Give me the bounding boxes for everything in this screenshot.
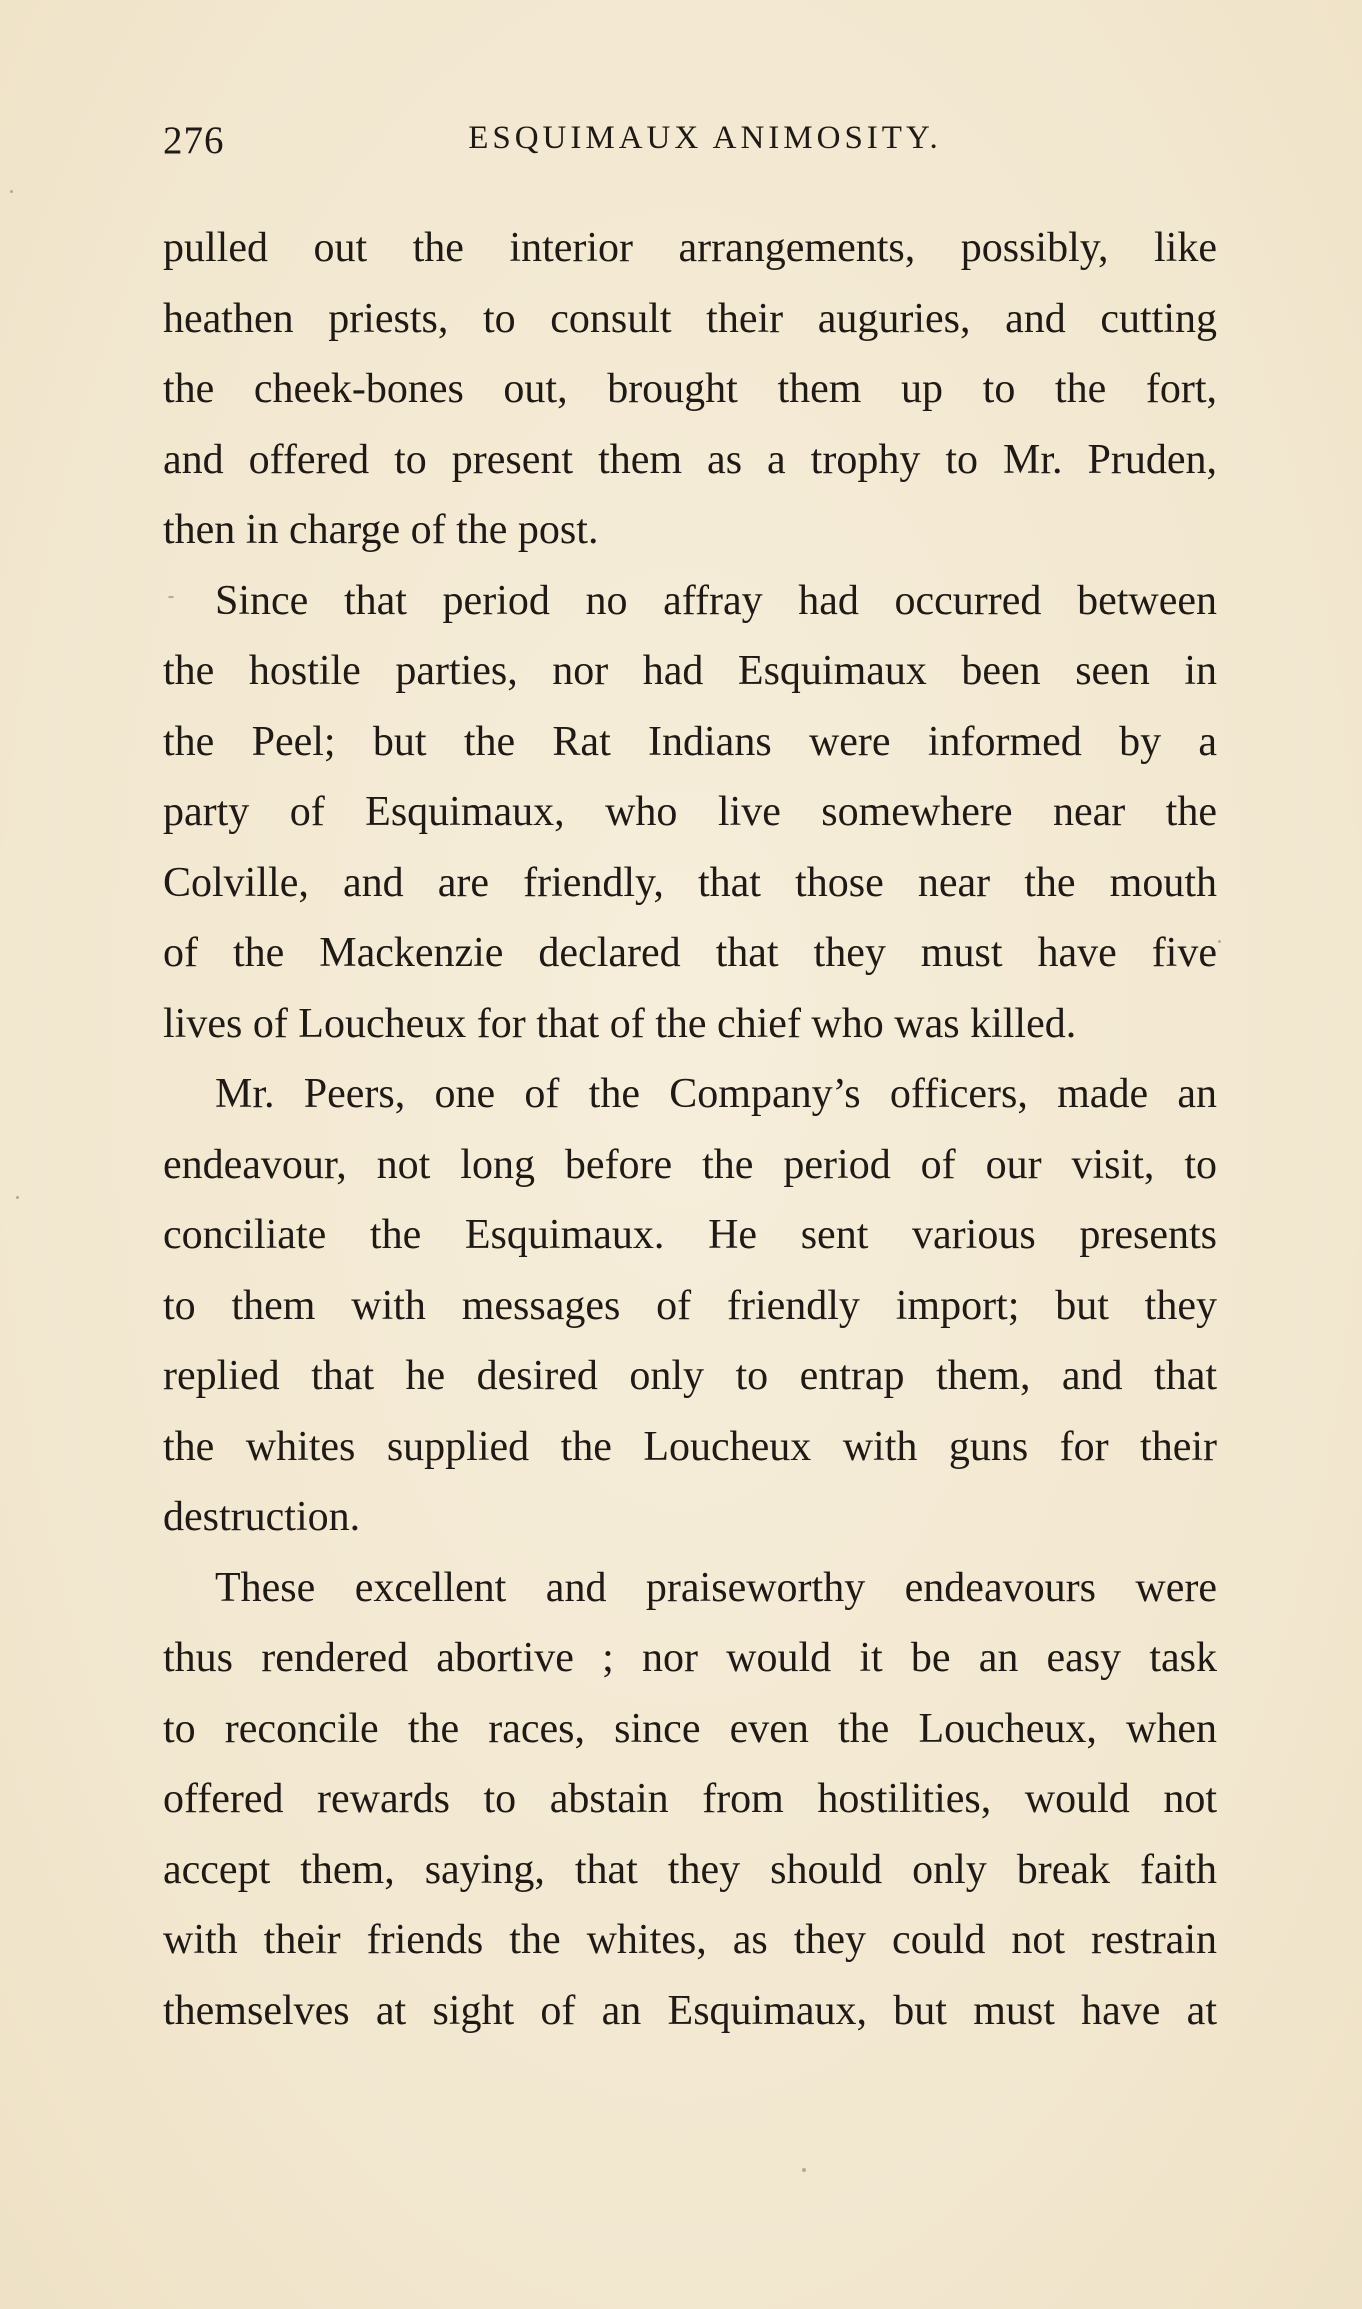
running-head — [163, 118, 1217, 168]
text-line: the hostile parties, nor had Esquimaux been seen in — [163, 648, 1217, 694]
text-line: Colville, and are friendly, that those near the mouth — [163, 859, 1217, 906]
text-line: endeavour, not long before the period of our visit, to — [163, 1141, 1217, 1188]
text-line: accept them, saying, that they should only break faith — [163, 1846, 1217, 1893]
text-line: lives of Loucheux for that of the chief who was killed. — [163, 1000, 1077, 1047]
paragraph-start-line: Mr. Peers, one of the Company’s officers, made an — [215, 1071, 1217, 1117]
text-line: themselves at sight of an Esquimaux, but must have at — [163, 1987, 1217, 2034]
text-line: party of Esquimaux, who live somewhere near the — [163, 789, 1217, 835]
chapter-running-title: ESQUIMAUX ANIMOSITY. — [468, 120, 942, 156]
paper-speck — [1218, 940, 1221, 943]
text-line: and offered to present them as a trophy to Mr. Pruden, — [163, 436, 1217, 483]
text-line: pulled out the interior arrangements, possibly, like — [163, 225, 1217, 271]
paragraph-start-line: These excellent and praiseworthy endeavours were — [215, 1564, 1217, 1611]
text-line: conciliate the Esquimaux. He sent various presents — [163, 1212, 1217, 1258]
page-number: 276 — [163, 119, 225, 162]
text-line: of the Mackenzie declared that they must have five — [163, 930, 1217, 976]
text-line: destruction. — [163, 1494, 361, 1540]
text-line: the cheek-bones out, brought them up to the fort, — [163, 366, 1217, 412]
text-line: the whites supplied the Loucheux with guns for their — [163, 1423, 1217, 1470]
paper-speck — [16, 1196, 19, 1199]
text-line: with their friends the whites, as they could not restrain — [163, 1917, 1217, 1963]
paper-speck — [10, 190, 13, 193]
text-line: thus rendered abortive ; nor would it be an easy task — [163, 1635, 1217, 1681]
paper-speck — [168, 596, 174, 598]
text-line: to reconcile the races, since even the Loucheux, when — [163, 1705, 1217, 1752]
paper-speck — [802, 2168, 806, 2172]
text-line: then in charge of the post. — [163, 507, 599, 553]
text-line: heathen priests, to consult their auguries, and cutting — [163, 295, 1217, 342]
text-line: replied that he desired only to entrap them, and that — [163, 1353, 1217, 1399]
text-line: the Peel; but the Rat Indians were informed by a — [163, 718, 1217, 765]
text-line: offered rewards to abstain from hostilities, would not — [163, 1776, 1217, 1822]
paragraph-start-line: Since that period no affray had occurred between — [215, 577, 1217, 624]
body-text — [163, 213, 1217, 2046]
text-line: to them with messages of friendly import; but they — [163, 1282, 1217, 1329]
